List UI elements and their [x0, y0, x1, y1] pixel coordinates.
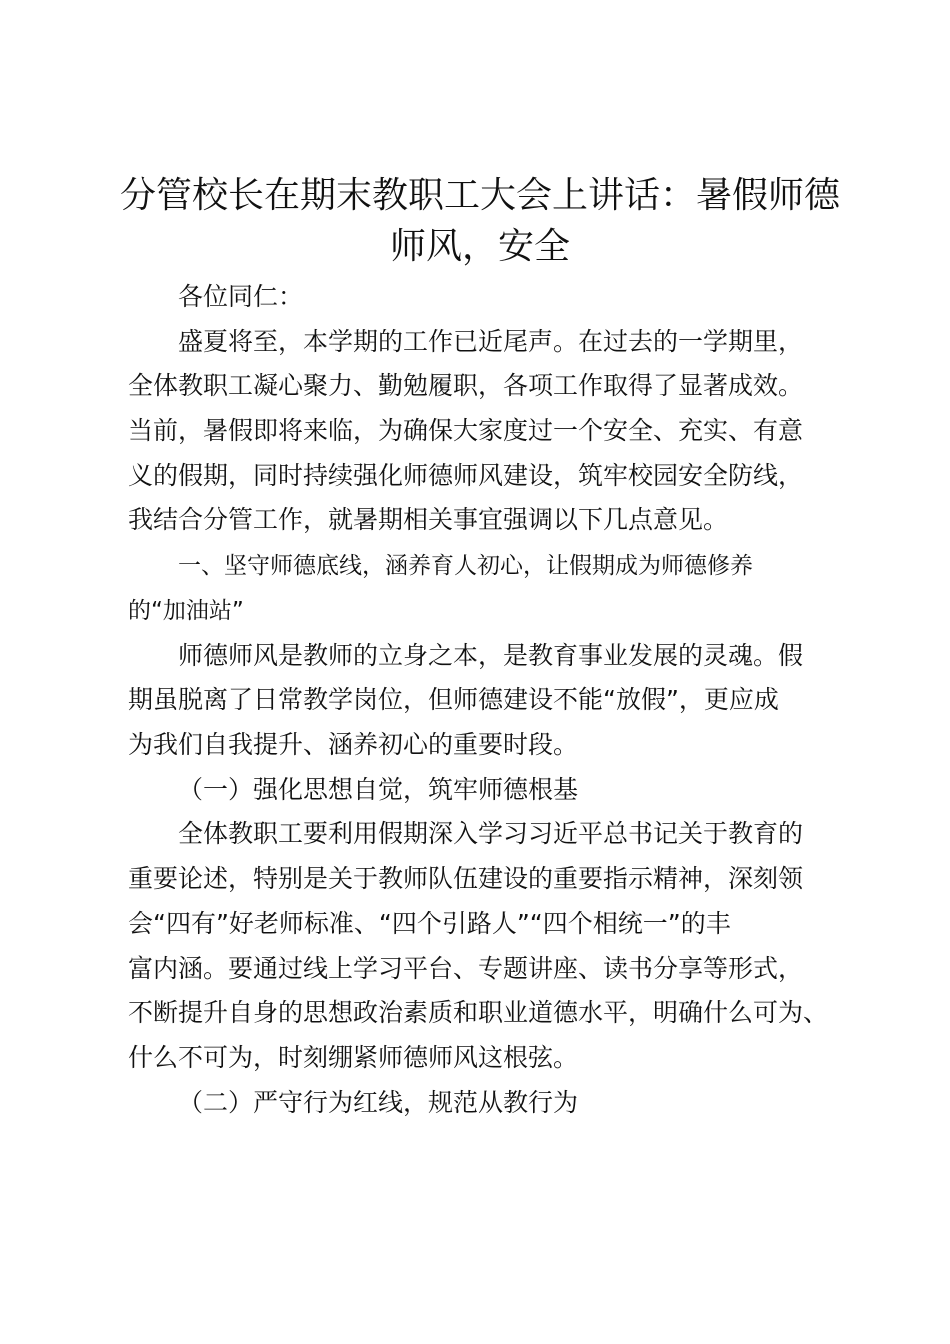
section-heading-line: 的“加油站”: [128, 598, 244, 624]
paragraph-line: 义的假期，同时持续强化师德师风建设，筑牢校园安全防线，: [128, 461, 804, 490]
paragraph-line: 什么不可为，时刻绷紧师德师风这根弦。: [128, 1043, 579, 1072]
paragraph-line: 不断提升自身的思想政治素质和职业道德水平，明确什么可为、: [128, 998, 829, 1027]
paragraph-line: 为我们自我提升、涵养初心的重要时段。: [128, 730, 579, 759]
paragraph-line: 会“四有”好老师标准、“四个引路人”“四个相统一”的丰: [128, 909, 731, 938]
paragraph-line: 师德师风是教师的立身之本，是教育事业发展的灵魂。假: [178, 641, 804, 670]
paragraph-line: 期虽脱离了日常教学岗位，但师德建设不能“放假”，更应成: [128, 685, 779, 714]
document-title-line-1: 分管校长在期末教职工大会上讲话：暑假师德: [119, 175, 840, 216]
paragraph-line: 重要论述，特别是关于教师队伍建设的重要指示精神，深刻领: [128, 864, 804, 893]
subsection-heading: （二）严守行为红线，规范从教行为: [178, 1088, 579, 1117]
paragraph-line: 我结合分管工作，就暑期相关事宜强调以下几点意见。: [128, 505, 729, 534]
paragraph-line: 全体教职工要利用假期深入学习习近平总书记关于教育的: [178, 819, 804, 848]
section-heading-line: 一、坚守师德底线，涵养育人初心，让假期成为师德修养: [178, 553, 753, 579]
paragraph-line: 盛夏将至，本学期的工作已近尾声。在过去的一学期里，: [178, 327, 804, 356]
paragraph-line: 全体教职工凝心聚力、勤勉履职，各项工作取得了显著成效。: [128, 371, 804, 400]
document-title-line-2: 师风，安全: [389, 226, 570, 267]
subsection-heading: （一）强化思想自觉，筑牢师德根基: [178, 775, 579, 804]
paragraph-line: 富内涵。要通过线上学习平台、专题讲座、读书分享等形式，: [128, 954, 804, 983]
salutation: 各位同仁：: [178, 282, 304, 311]
paragraph-line: 当前，暑假即将来临，为确保大家度过一个安全、充实、有意: [128, 416, 804, 445]
